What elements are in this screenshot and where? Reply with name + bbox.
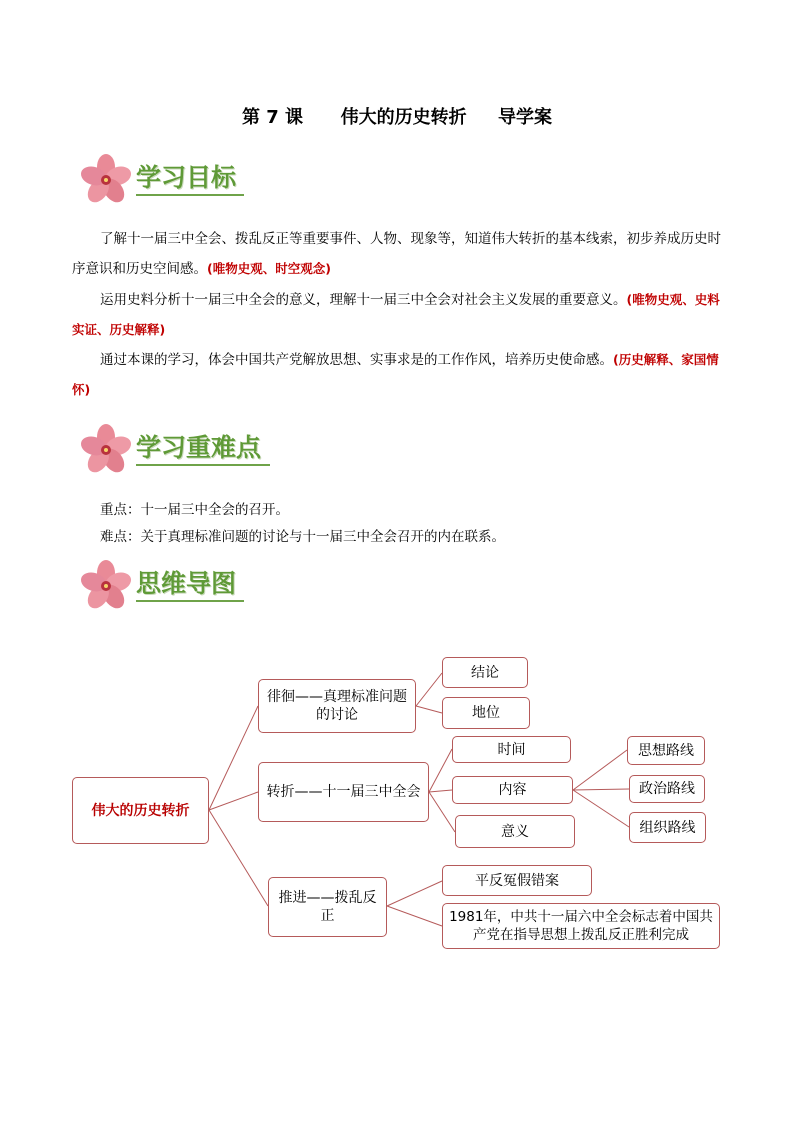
mindmap-branch-hesitation: 徘徊——真理标准问题的讨论 xyxy=(258,679,416,733)
mindmap-root: 伟大的历史转折 xyxy=(72,777,209,844)
objective-text: 运用史料分析十一届三中全会的意义，理解十一届三中全会对社会主义发展的重要意义。 xyxy=(100,292,627,308)
important-point: 重点：十一届三中全会的召开。 xyxy=(100,502,289,518)
mindmap-node-rehabilitation: 平反冤假错案 xyxy=(442,865,592,896)
mindmap-branch-advance: 推进——拨乱反正 xyxy=(268,877,387,937)
objective-tag: (唯物史观、时空观念) xyxy=(207,261,331,276)
difficult-point: 难点：关于真理标准问题的讨论与十一届三中全会召开的内在联系。 xyxy=(100,529,505,545)
mindmap-node-ideological-line: 思想路线 xyxy=(627,736,705,765)
section-title: 思维导图 xyxy=(136,569,237,598)
mindmap-node-status: 地位 xyxy=(442,697,530,729)
mindmap-node-1981-plenum: 1981年，中共十一届六中全会标志着中国共产党在指导思想上拨乱反正胜利完成 xyxy=(442,903,720,949)
objective-text: 了解十一届三中全会、拨乱反正等重要事件、人物、现象等，知道伟大转折的基本线索，初步养成历史时序意识和历史空间感。 xyxy=(72,231,721,277)
mindmap-node-political-line: 政治路线 xyxy=(629,775,705,803)
mindmap-branch-turning-point: 转折——十一届三中全会 xyxy=(258,762,429,822)
mindmap-node-time: 时间 xyxy=(452,736,571,763)
objective-text: 通过本课的学习，体会中国共产党解放思想、实事求是的工作作风，培养历史使命感。 xyxy=(100,352,613,368)
section-title: 学习重难点 xyxy=(136,433,262,462)
objective-tag: (唯物史观、史料实证、历史解释) xyxy=(72,292,720,337)
section-title: 学习目标 xyxy=(136,163,237,192)
mindmap-node-organizational-line: 组织路线 xyxy=(629,812,706,843)
mindmap-node-conclusion: 结论 xyxy=(442,657,528,688)
document-title: 第 7 课 伟大的历史转折 导学案 xyxy=(242,107,552,128)
mindmap-node-content: 内容 xyxy=(452,776,573,804)
mindmap-node-significance: 意义 xyxy=(455,815,575,848)
objective-tag: (历史解释、家国情怀) xyxy=(72,352,719,397)
